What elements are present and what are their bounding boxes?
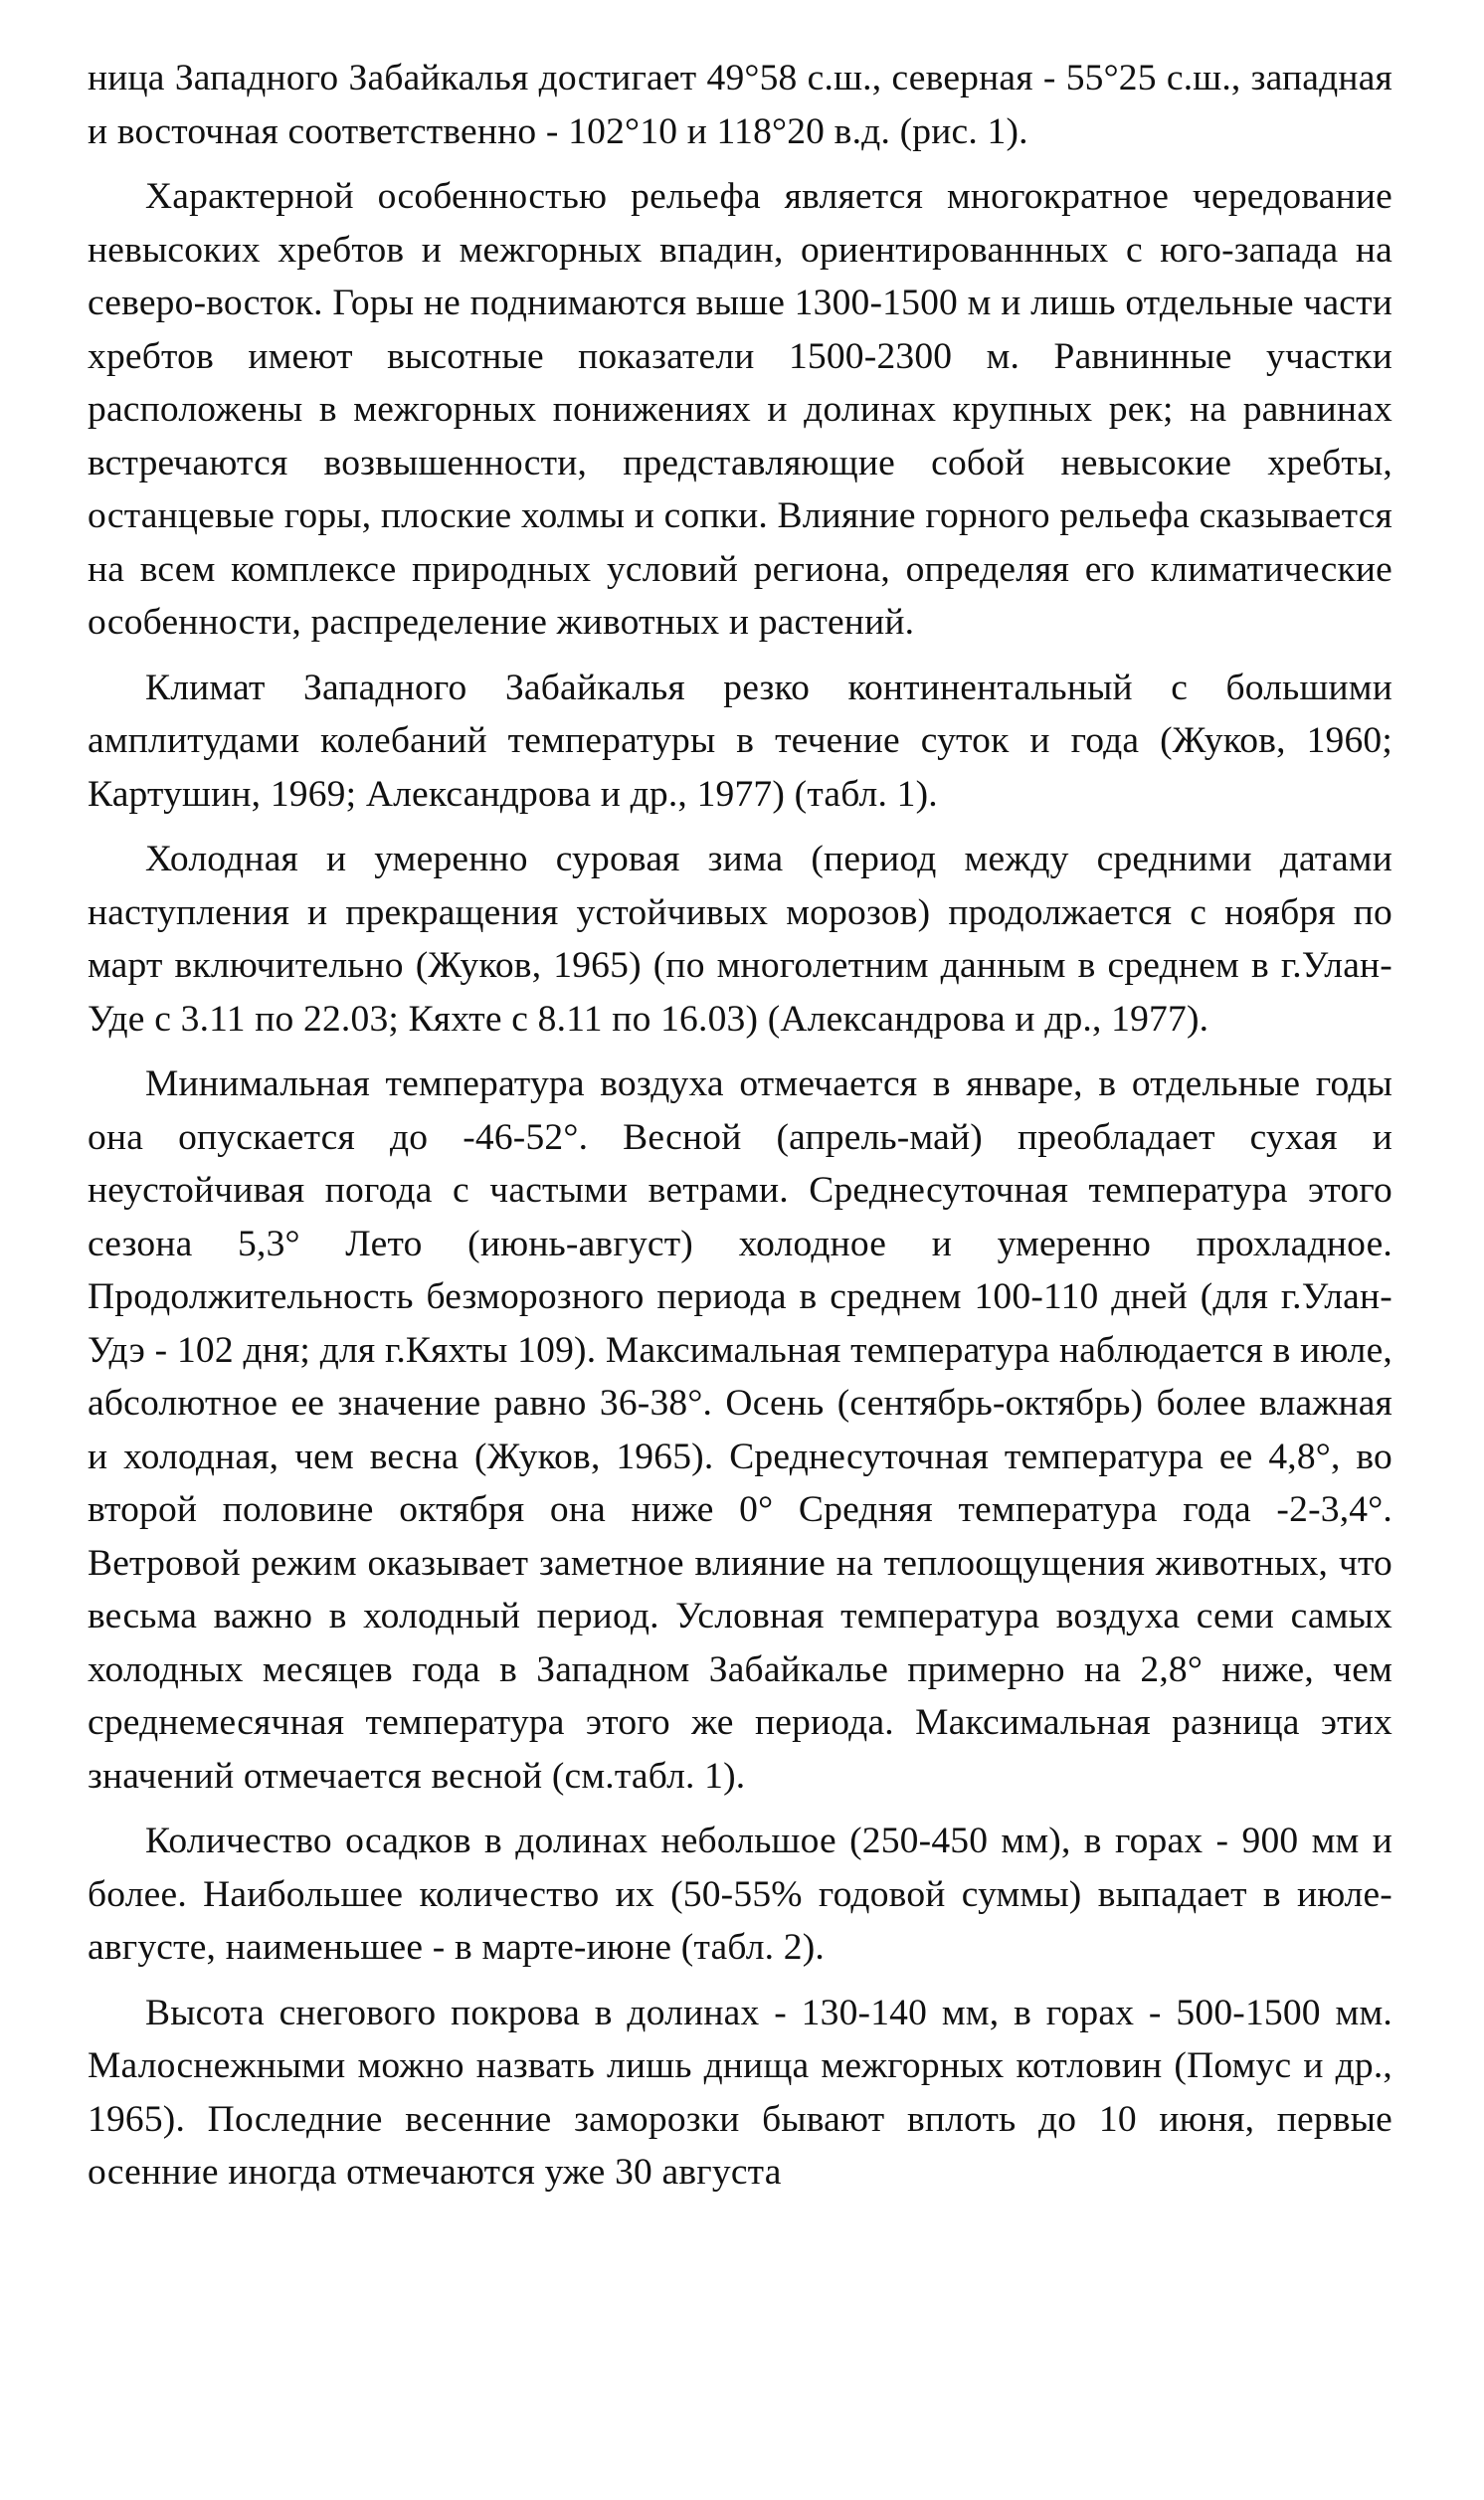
document-page — [88, 52, 1392, 2212]
paragraph-temperature: Минимальная температура воздуха отмечается в январе, в отдельные годы она опускается до -46-52°. Весной (апрель-май) преобладает сухая и неустойчивая погода с частыми ветрами. Среднесуточная температура этого сезона 5,3° Лето (июнь-август) холодное и умеренно прохладное. Продолжительность безморозного периода в среднем 100-110 дней (для г.Улан-Удэ - 102 дня; для г.Кяхты 109). Максимальная температура наблюдается в июле, абсолютное ее значение равно 36-38°. Осень (сентябрь-октябрь) более влажная и холодная, чем весна (Жуков, 1965). Среднесуточная температура ее 4,8°, во второй половине октября она ниже 0° Средняя температура года -2-3,4°. Ветровой режим оказывает заметное влияние на теплоощущения животных, что весьма важно в холодный период. Условная температура воздуха семи самых холодных месяцев года в Западном Забайкалье примерно на 2,8° ниже, чем среднемесячная температура этого же периода. Максимальная разница этих значений отмечается весной (см.табл. 1). — [88, 1063, 1392, 1797]
paragraph-precipitation: Количество осадков в долинах небольшое (250-450 мм), в горах - 900 мм и более. Наибольшее количество их (50-55% годовой суммы) выпадает в июле-августе, наименьшее - в марте-июне (табл. 2). — [88, 1821, 1392, 1968]
paragraph-winter: Холодная и умеренно суровая зима (период между средними датами наступления и прекращения устойчивых морозов) продолжается с ноября по март включительно (Жуков, 1965) (по многолетним данным в среднем в г.Улан-Уде с 3.11 по 22.03; Кяхте с 8.11 по 16.03) (Александрова и др., 1977). — [88, 839, 1392, 1040]
paragraph-snow-cover: Высота снегового покрова в долинах - 130-140 мм, в горах - 500-1500 мм. Малоснежными можно назвать лишь днища межгорных котловин (Помус и др., 1965). Последние весенние заморозки бывают вплоть до 10 июня, первые осенние иногда отмечаются уже 30 августа — [88, 1992, 1392, 2193]
paragraph-climate: Климат Западного Забайкалья резко континентальный с большими амплитудами колебаний температуры в течение суток и года (Жуков, 1960; Картушин, 1969; Александрова и др., 1977) (табл. 1). — [88, 667, 1392, 815]
paragraph-relief: Характерной особенностью рельефа является многократное чередование невысоких хребтов и межгорных впадин, ориентированнных с юго-запада на северо-восток. Горы не поднимаются выше 1300-1500 м и лишь отдельные части хребтов имеют высотные показатели 1500-2300 м. Равнинные участки расположены в межгорных понижениях и долинах крупных рек; на равнинах встречаются возвышенности, представляющие собой невысокие хребты, останцевые горы, плоские холмы и сопки. Влияние горного рельефа сказывается на всем комплексе природных условий региона, определяя его климатические особенности, распределение животных и растений. — [88, 176, 1392, 643]
paragraph-continuation: ница Западного Забайкалья достигает 49°58 с.ш., северная - 55°25 с.ш., западная и восточная соответственно - 102°10 и 118°20 в.д. (рис. 1). — [88, 58, 1392, 152]
